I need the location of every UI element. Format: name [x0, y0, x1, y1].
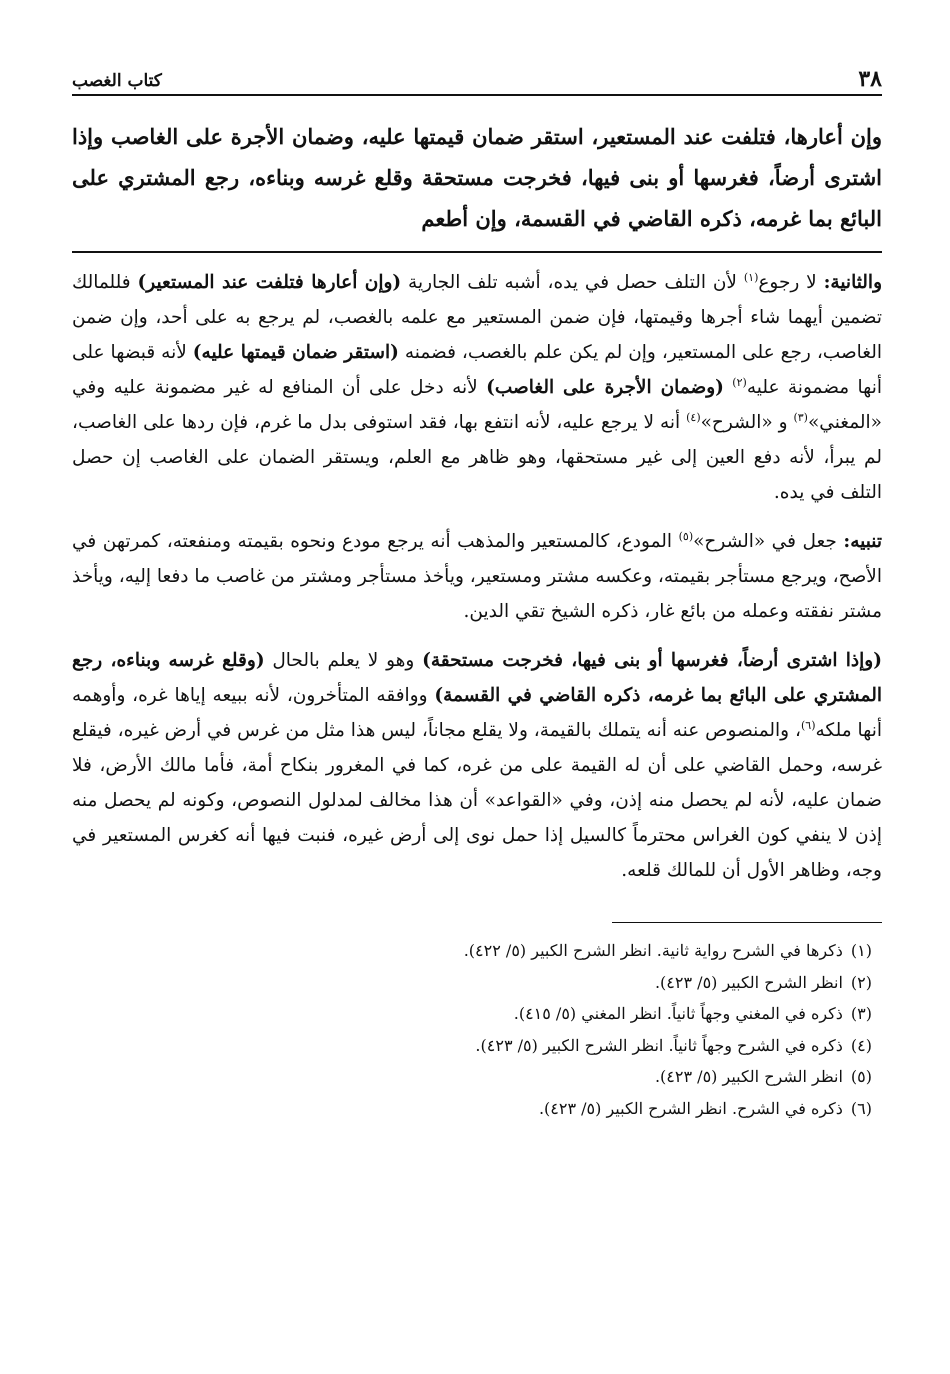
- footnote-text: انظر الشرح الكبير (٥/ ٤٢٣).: [654, 972, 843, 992]
- footnote-number: (٢): [850, 972, 872, 992]
- matn-divider: [72, 251, 882, 253]
- footnote-ref[interactable]: (٢): [732, 375, 747, 389]
- footnote-number: (٤): [850, 1035, 872, 1055]
- footnote-ref[interactable]: (٣): [793, 410, 808, 424]
- page-number: ٣٨: [858, 66, 882, 92]
- footnote-text: ذكره في المغني وجهاً ثانياً. انظر المغني (٥/ ٤١٥).: [513, 1004, 843, 1023]
- footnote-item: [72, 1093, 872, 1125]
- lead-term: تنبيه:: [843, 531, 883, 552]
- matn-quote: (استقر ضمان قيمتها عليه): [192, 342, 399, 363]
- footnote-divider: [612, 922, 882, 923]
- footnote-number: (٣): [850, 1004, 872, 1023]
- footnote-number: (٥): [850, 1067, 872, 1086]
- footnotes: [72, 935, 882, 1124]
- footnote-item: [72, 935, 872, 967]
- commentary-paragraph: والثانية: لا رجوع$^{(١)}$ لأن التلف حصل في يده، أشبه تلف الجارية (وإن أعارها فتلفت عند المستعير) فللمالك تضمين أيهما شاء أجرها وقيمتها، فإن ضمن المستعير مع علمه بالغصب، لم يرجع به على أحد، وإن ضمن الغاصب، رجع على المستعير، وإن لم يكن علم بالغصب، فضمنه (استقر ضمان قيمتها عليه) لأنه قبضها على أنها مضمونة عليه$^{(٢)}$ (وضمان الأجرة على الغاصب) لأنه دخل على أن المنافع له غير مضمونة عليه وفي «المغني»$^{(٣)}$ و «الشرح»$^{(٤)}$ أنه لا يرجع عليه، لأنه انتفع بها، فقد استوفى بدل ما غرم، فإن ردها على الغاصب، لم يبرأ، لأنه دفع العين إلى غير مستحقها، وهو ظاهر مع العلم، ويستقر الضمان على الغاصب إن حصل التلف في يده.: [72, 270, 883, 503]
- footnote-number: (٦): [850, 1098, 872, 1118]
- footnote-text: انظر الشرح الكبير (٥/ ٤٢٣).: [654, 1067, 843, 1086]
- footnote-ref[interactable]: (٤): [686, 410, 701, 424]
- footnote-ref[interactable]: (٥): [678, 529, 694, 543]
- page-header: [72, 60, 882, 96]
- footnote-ref[interactable]: (٦): [800, 718, 816, 732]
- matn-quote: (وإذا اشترى أرضاً، فغرسها أو بنى فيها، فخرجت مستحقة): [422, 650, 882, 671]
- footnote-text: ذكره في الشرح. انظر الشرح الكبير (٥/ ٤٢٣).: [538, 1098, 843, 1118]
- lead-term: والثانية:: [823, 272, 883, 293]
- running-title: كتاب الغصب: [72, 71, 162, 91]
- matn-quote: (وقلع غرسه وبناءه، رجع المشتري على البائع بما غرمه، ذكره القاضي في القسمة): [72, 650, 882, 706]
- matn-quote: (وإن أعارها فتلفت عند المستعير): [137, 272, 402, 293]
- matn-quote: (وضمان الأجرة على الغاصب): [486, 377, 724, 398]
- footnote-item: [72, 967, 872, 999]
- commentary: [72, 265, 882, 888]
- footnote-text: ذكرها في الشرح رواية ثانية. انظر الشرح الكبير (٥/ ٤٢٢).: [463, 941, 843, 960]
- footnote-ref[interactable]: (١): [743, 270, 759, 284]
- footnote-item: [72, 1061, 872, 1093]
- footnote-item: [72, 1030, 872, 1062]
- matn-text: وإن أعارها، فتلفت عند المستعير، استقر ضمان قيمتها عليه، وضمان الأجرة على الغاصب وإذا اشترى أرضاً، فغرسها أو بنى فيها، فخرجت مستحقة وقلع غرسه وبناءه، رجع المشتري على البائع بما غرمه، ذكره القاضي في القسمة، وإن أطعم: [72, 124, 882, 231]
- commentary-paragraph: تنبيه: جعل في «الشرح»$^{(٥)}$ المودع، كالمستعير والمذهب أنه يرجع مودع ونحوه بقيمته ومنفعته، كمرتهن في الأصح، ويرجع مستأجر بقيمته، وعكسه مشتر ومستعير، ويأخذ مستأجر ومشتر من غاصب ما دفعا إليه، ويأخذ مشتر نفقته وعمله من بائع غار، ذكره الشيخ تقي الدين.: [72, 529, 883, 622]
- commentary-paragraph: (وإذا اشترى أرضاً، فغرسها أو بنى فيها، فخرجت مستحقة) وهو لا يعلم بالحال (وقلع غرسه وبناءه، رجع المشتري على البائع بما غرمه، ذكره القاضي في القسمة) ووافقه المتأخرون، لأنه ببيعه إياها غره، وأوهمه أنها ملكه$^{(٦)}$، والمنصوص عنه أنه يتملك بالقيمة، ولا يقلع مجاناً، ليس هذا مثل من غرس في أرض غيره، فيقلع غرسه، وحمل القاضي على أن له القيمة على من غره، كما في المغرور بنكاح أمة، فأما مالك الأرض، فلا ضمان عليه، لأنه لم يحصل منه إذن، وفي «القواعد» أن هذا مخالف لمدلول النصوص، وكونه لم يحصل منه إذن لا ينفي كون الغراس محترماً كالسيل إذا حمل نوى إلى أرض غيره، فنبت فيها أنه كغرس المستعير في وجه، وظاهر الأول أن للمالك قلعه.: [72, 650, 882, 881]
- footnote-item: [72, 998, 872, 1030]
- footnote-number: (١): [850, 941, 872, 960]
- footnote-text: ذكره في الشرح وجهاً ثانياً. انظر الشرح الكبير (٥/ ٤٢٣).: [475, 1035, 843, 1055]
